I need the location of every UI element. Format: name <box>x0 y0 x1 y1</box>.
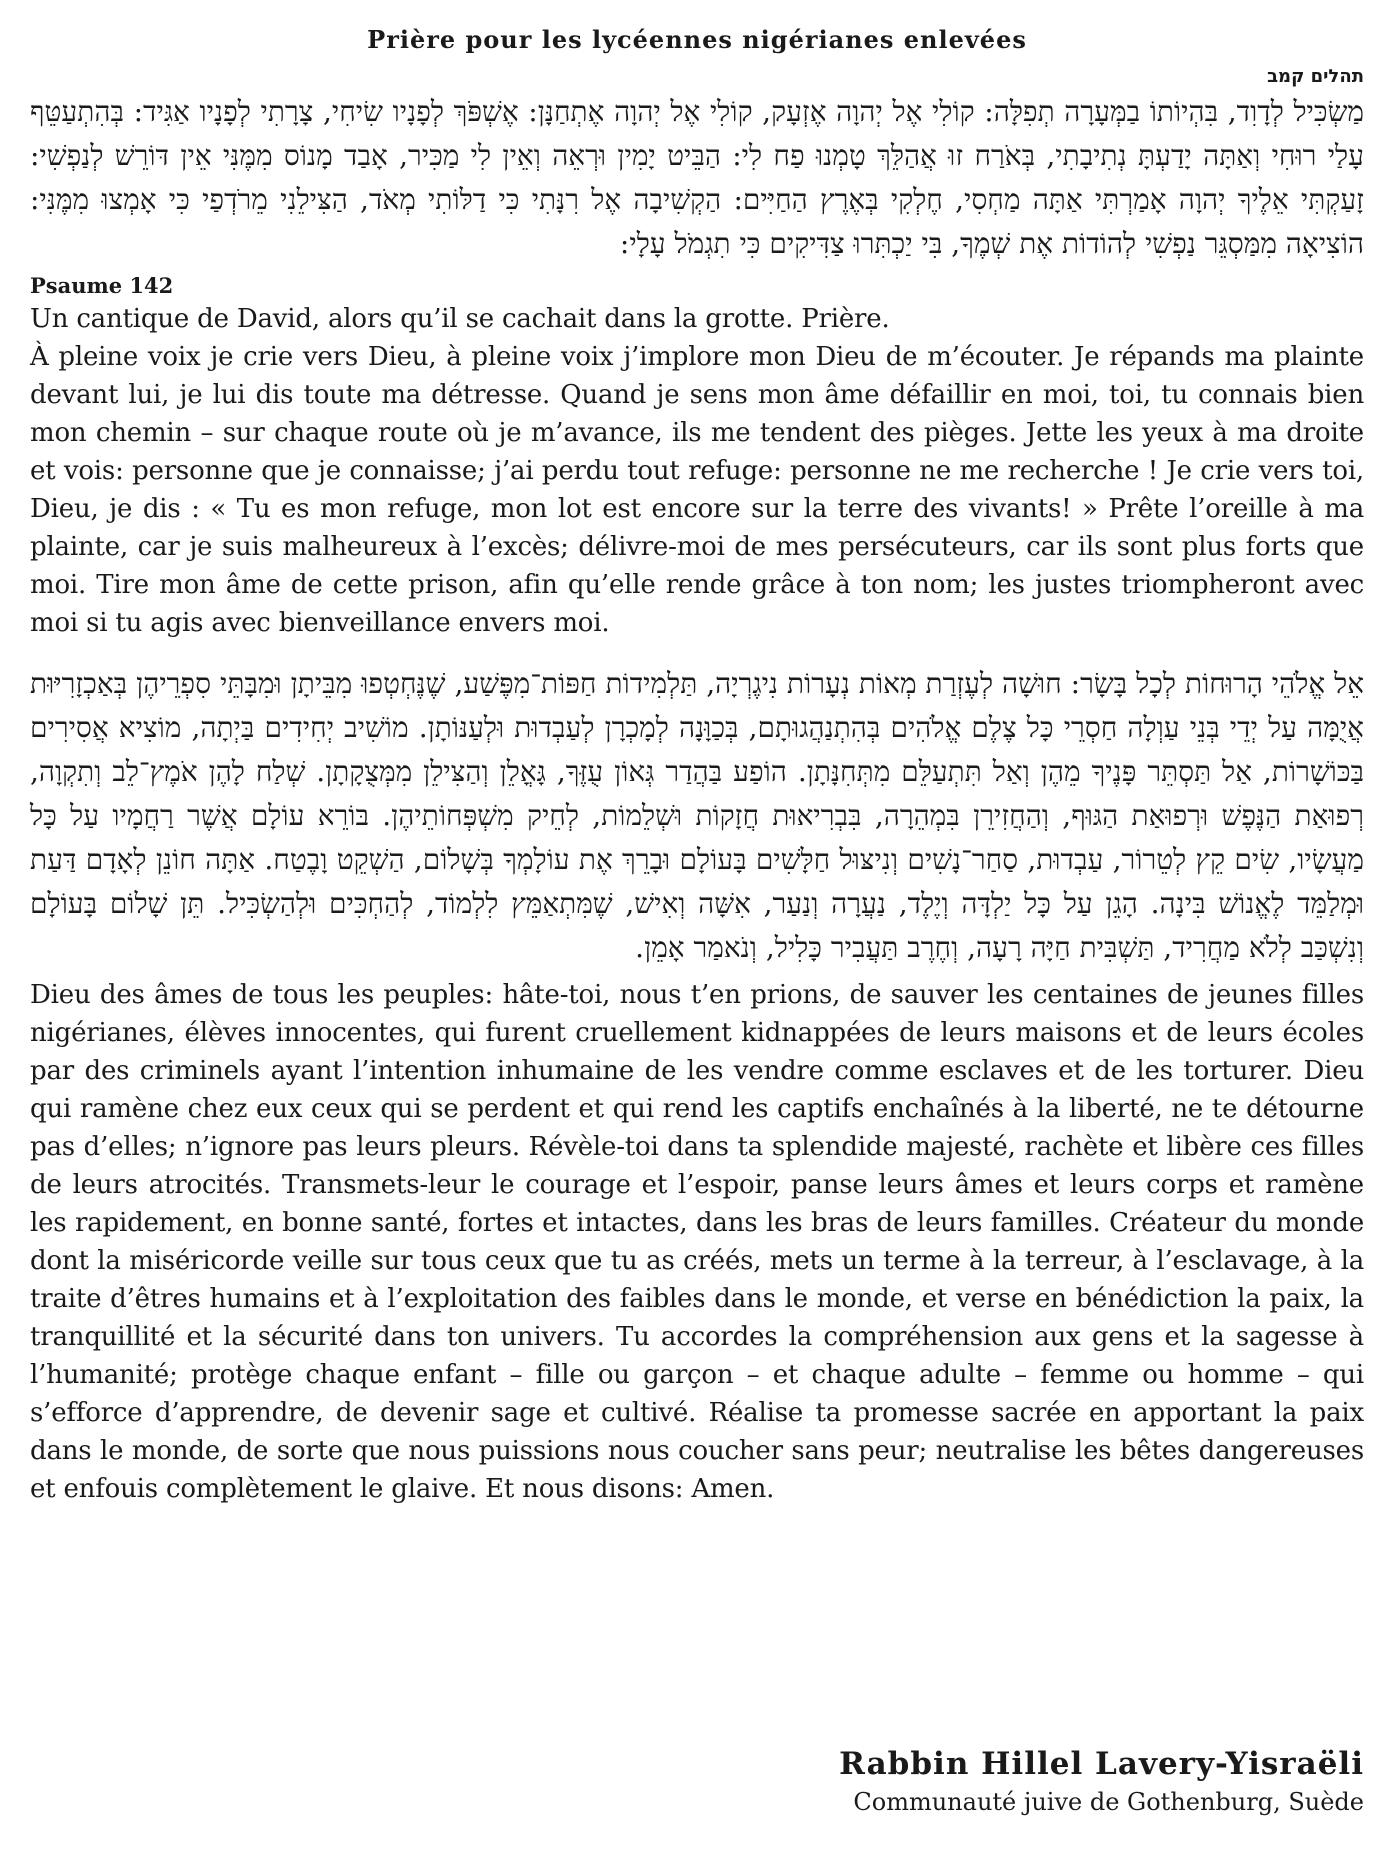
hebrew-prayer-text: אֵל אֱלֹהֵי הָרוּחוֹת לְכָל בָּשָׂר: חוּשָׁה לְעֶזְרַת מְאוֹת נְעָרוֹת נִיגֶרְיָה, תַּלְמִידוֹת חַפּוֹת־מִפֶּשַׁע, שֶׁנֶּחְטְפוּ מִבֵּיתָן וּמִבָּתֵּי סִפְרֵיהֶן בְּאַכְזָרִיּוּת אֲיֻמָּה עַל יְדֵי בְּנֵי עַוְלָה חַסְרֵי כָּל צֶלֶם אֱלֹהִים בְּהִתְנַהֲגוּתָם, בְּכַוָּנָה לְמָכְרָן לְעַבְדוּת וּלְעַנּוֹתָן. מוֹשִׁיב יְחִידִים בַּיְתָה, מוֹצִיא אֲסִירִים בַּכּוֹשָׁרוֹת, אַל תַּסְתֵּר פָּנֶיךָ מֵהֶן וְאַל תִּתְעַלֵּם מִתְּחִנָּתָן. הוֹפַע בַּהֲדַר גְּאוֹן עֻזֶּךָ, גָּאֳלֵן וְהַצִּילֵן מִמְּצֻקָתָן. שְׁלַח לָהֶן אֹמֶץ־לֵב וְתִקְוָה, רְפוּאַת הַנֶּפֶשׁ וּרְפוּאַת הַגּוּף, וְהַחֲזִירֵן בִּמְהֵרָה, בִּבְרִיאוּת חֲזָקוֹת וּשְׁלֵמוֹת, לְחֵיק מִשְׁפְּחוֹתֵיהֶן. בּוֹרֵא עוֹלָם אֲשֶׁר רַחֲמָיו עַל כָּל מַעֲשָׂיו, שִׂים קֵץ לְטֵרוֹר, עַבְדוּת, סַחַר־נָשִׁים וְנִיצּוּל חַלָּשִׁים בָּעוֹלָם וּבָרֵךְ אֶת עוֹלָמְךָ בְּשָׁלוֹם, הַשְׁקֵט וָבֶטַח. אַתָּה חוֹנֵן לְאָדָם דַּעַת וּמְלַמֵּד לֶאֱנוֹשׁ בִּינָה. הָגֵן עַל כָּל יַלְדָּה וְיֶלֶד, נַעֲרָה וְנַעַר, אִשָּׁה וְאִישׁ, שֶׁמִּתְאַמֵּץ לִלְמוֹד, לְהַחְכִּים וּלְהַשְׂכִּיל. תֵּן שָׁלוֹם בָּעוֹלָם וְנִשְׁכַּב לְלֹא מַחֲרִיד, תַּשְׁבִּית חַיָּה רָעָה, וְחֶרֶב תַּעֲבִיר כָּלִיל, וְנֹאמַר אָמֵן. <box>30 667 1364 964</box>
psalm-intro: Un cantique de David, alors qu’il se cachait dans la grotte. Prière. <box>30 304 890 334</box>
psalm-text: À pleine voix je crie vers Dieu, à pleine voix j’implore mon Dieu de m’écouter. Je répands ma plainte devant lui, je lui dis toute ma détresse. Quand je sens mon âme défaillir en moi, toi, tu connais bien mon chemin – sur chaque route où je m’avance, ils me tendent des pièges. Jette les yeux à ma droite et vois: personne que je connaisse; j’ai perdu tout refuge: personne ne me recherche ! Je crie vers toi, Dieu, je dis : « Tu es mon refuge, mon lot est encore sur la terre des vivants! » Prête l’oreille à ma plainte, car je suis malheureux à l’excès; délivre-moi de mes persécuteurs, car ils sont plus forts que moi. Tire mon âme de cette prison, afin qu’elle rende grâce à ton nom; les justes triompheront avec moi si tu agis avec bienveillance envers moi. <box>30 342 1364 638</box>
psalm-heading: Psaume 142 <box>30 273 174 298</box>
signature-organization: Communauté juive de Gothenburg, Suède <box>853 1788 1364 1816</box>
section-gap <box>30 642 1364 662</box>
signature-block <box>839 1743 1364 1819</box>
document-title: Prière pour les lycéennes nigérianes enlevées <box>367 25 1027 54</box>
signature-name: Rabbin Hillel Lavery-Yisraëli <box>839 1746 1364 1782</box>
hebrew-psalm-heading: תהלים קמב <box>1267 66 1364 87</box>
hebrew-psalm-text: מַשְׂכִּיל לְדָוִד, בִּהְיוֹתוֹ בַמְּעָרָה תְפִלָּה: קוֹלִי אֶל יְהוָה אֶזְעָק, קוֹלִי אֶל יְהוָה אֶתְחַנָּן: אֶשְׁפֹּךְ לְפָנָיו שִׂיחִי, צָרָתִי לְפָנָיו אַגִּיד: בְּהִתְעַטֵּף עָלַי רוּחִי וְאַתָּה יָדַעְתָּ נְתִיבָתִי, בְּאֹרַח זוּ אֲהַלֵּךְ טָמְנוּ פַח לִי: הַבֵּיט יָמִין וּרְאֵה וְאֵין לִי מַכִּיר, אָבַד מָנוֹס מִמֶּנִּי אֵין דּוֹרֵשׁ לְנַפְשִׁי: זָעַקְתִּי אֵלֶיךָ יְהוָה אָמַרְתִּי אַתָּה מַחְסִי, חֶלְקִי בְּאֶרֶץ הַחַיִּים: הַקְשִׁיבָה אֶל רִנָּתִי כִּי דַלּוֹתִי מְאֹד, הַצִּילֵנִי מֵרֹדְפַי כִּי אָמְצוּ מִמֶּנִּי: הוֹצִיאָה מִמַּסְגֵּר נַפְשִׁי לְהוֹדוֹת אֶת שְׁמֶךָ, בִּי יַכְתִּרוּ צַדִּיקִים כִּי תִגְמֹל עָלָי: <box>30 95 1364 260</box>
french-prayer-text: Dieu des âmes de tous les peuples: hâte-toi, nous t’en prions, de sauver les centaines de jeunes filles nigérianes, élèves innocentes, qui furent cruellement kidnappées de leurs maisons et de leurs écoles par des criminels ayant l’intention inhumaine de les vendre comme esclaves et de les torturer. Dieu qui ramène chez eux ceux qui se perdent et qui rend les captifs enchaînés à la liberté, ne te détourne pas d’elles; n’ignore pas leurs pleurs. Révèle-toi dans ta splendide majesté, rachète et libère ces filles de leurs atrocités. Transmets-leur le courage et l’espoir, panse leurs âmes et leurs corps et ramène les rapidement, en bonne santé, fortes et intactes, dans les bras de leurs familles. Créateur du monde dont la miséricorde veille sur tous ceux que tu as créés, mets un terme à la terreur, à l’esclavage, à la traite d’êtres humains et à l’exploitation des faibles dans le monde, et verse en bénédiction la paix, la tranquillité et la sécurité dans ton univers. Tu accordes la compréhension aux gens et la sagesse à l’humanité; protège chaque enfant – fille ou garçon – et chaque adulte – femme ou homme – qui s’efforce d’apprendre, de devenir sage et cultivé. Réalise ta promesse sacrée en apportant la paix dans le monde, de sorte que nous puissions nous coucher sans peur; neutralise les bêtes dangereuses et enfouis complètement le glaive. Et nous disons: Amen. <box>30 980 1364 1504</box>
